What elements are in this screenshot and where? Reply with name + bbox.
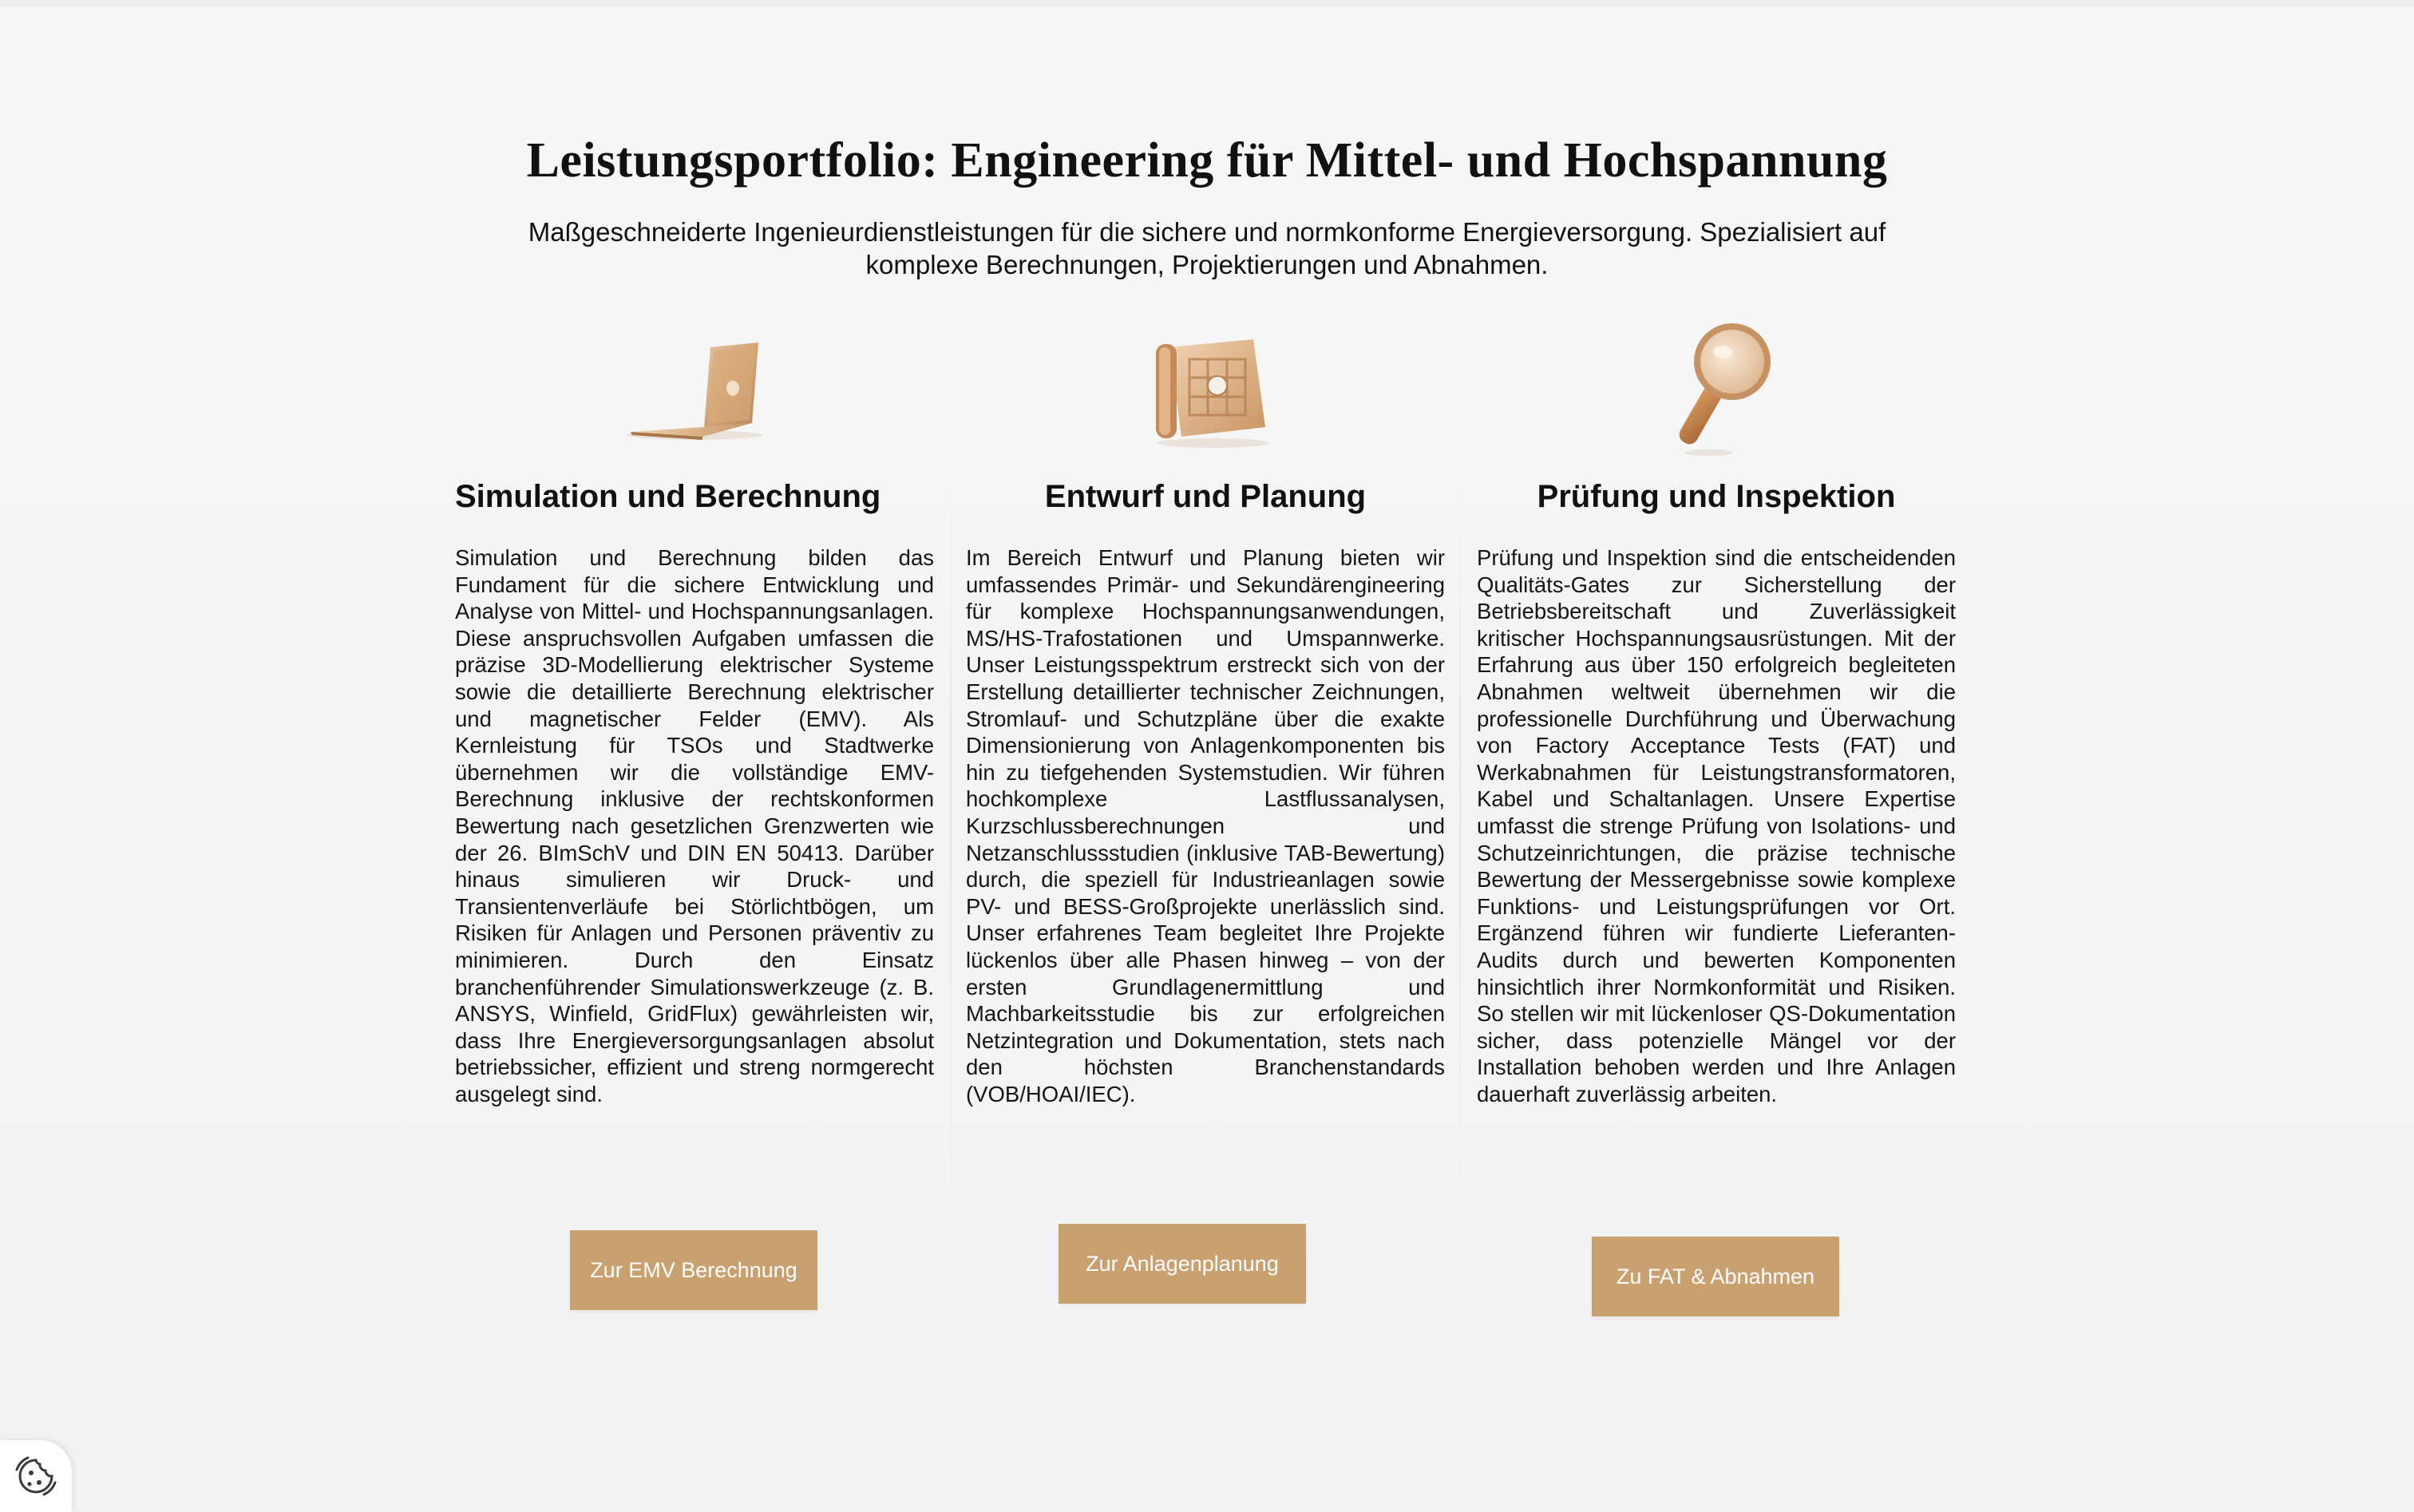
section-text: Prüfung und Inspektion sind die entscheidenden Qualitäts-Gates zur Sicherstellung der Betriebsbereitschaft und Zuverlässigkeit kritischer Hochspannungsausrüstungen. Mit der Erfahrung aus über 150 erfolgreich begleiteten Abnahmen weltweit übernehmen wir die professionelle Durchführung und Überwachung von Factory Acceptance Tests (FAT) und Werkabnahmen für Leistungstransformatoren, Kabel und Schaltanlagen. Unsere Expertise umfasst die strenge Prüfung von Isolations- und Schutzeinrichtungen, die präzise technische Bewertung der Messergebnisse sowie komplexe Funktions- und Leistungsprüfungen vor Ort. Ergänzend führen wir fundierte Lieferanten-Audits durch und bewerten Komponenten hinsichtlich ihrer Normkonformität und Risiken. So stellen wir mit lückenloser QS-Dokumentation sicher, dass potenzielle Mängel vor der Installation behoben werden und Ihre Anlagen dauerhaft zuverlässig arbeiten. <box>1477 545 1956 1106</box>
blueprint-map-icon <box>1134 315 1293 459</box>
cookie-settings-button[interactable] <box>0 1440 72 1512</box>
anlagenplanung-button[interactable]: Zur Anlagenplanung <box>1059 1224 1306 1304</box>
page-title: Leistungsportfolio: Engineering für Mittel- und Hochspannung <box>526 133 1888 188</box>
service-card-inspection <box>1477 315 1956 1321</box>
cookie-settings-icon <box>10 1451 61 1502</box>
service-card-planning <box>966 315 1445 1321</box>
section-title: Simulation und Berechnung <box>455 479 881 514</box>
fat-abnahmen-button[interactable]: Zu FAT & Abnahmen <box>1592 1237 1839 1316</box>
section-title: Prüfung und Inspektion <box>1537 479 1896 514</box>
section-text: Simulation und Berechnung bilden das Fundament für die sichere Entwicklung und Analyse von Mittel- und Hochspannungsanlagen. Diese anspruchsvollen Aufgaben umfassen die präzise 3D-Modellierung elektrischer Systeme sowie die detaillierte Berechnung elektrischer und magnetischer Felder (EMV). Als Kernleistung für TSOs und Stadtwerke übernehmen wir die vollständige EMV-Berechnung inklusive der rechtskonformen Bewertung nach gesetzlichen Grenzwerten wie der 26. BImSchV und DIN EN 50413. Darüber hinaus simulieren wir Druck- und Transientenverläufe bei Störlichtbögen, um Risiken für Anlagen und Personen präventiv zu minimieren. Durch den Einsatz branchenführender Simulationswerkzeuge (z. B. ANSYS, Winfield, GridFlux) gewährleisten wir, dass Ihre Energieversorgungsanlagen absolut betriebssicher, effizient und streng normgerecht ausgelegt sind. <box>455 545 934 1106</box>
service-card-simulation <box>455 315 934 1321</box>
section-text: Im Bereich Entwurf und Planung bieten wir umfassendes Primär- und Sekundärengineering für komplexe Hochspannungsanwendungen, MS/HS-Trafostationen und Umspannwerke. Unser Leistungsspektrum erstreckt sich von der Erstellung detaillierter technischer Zeichnungen, Stromlauf- und Schutzpläne über die exakte Dimensionierung von Anlagenkomponenten bis hin zu tiefgehenden Systemstudien. Wir führen hochkomplexe Lastflussanalysen, Kurzschlussberechnungen und Netzanschlussstudien (inklusive TAB-Bewertung) durch, die speziell für Industrieanlagen sowie PV- und BESS-Großprojekte unerlässlich sind. Unser erfahrenes Team begleitet Ihre Projekte lückenlos über alle Phasen hinweg – von der ersten Grundlagenermittlung und Machbarkeitsstudie bis zur erfolgreichen Netzintegration und Dokumentation, stets nach den höchsten Branchenstandards (VOB/HOAI/IEC). <box>966 545 1445 1106</box>
laptop-icon <box>615 315 774 459</box>
page-subtitle: Maßgeschneiderte Ingenieurdienstleistungen für die sichere und normkonforme Energieversorgung. Spezialisiert auf komplexe Berechnungen, Projektierungen und Abnahmen. <box>528 217 1886 279</box>
column-divider <box>950 479 952 1229</box>
top-strip <box>0 0 2414 6</box>
section-title: Entwurf und Planung <box>1044 479 1367 514</box>
column-divider <box>1459 479 1461 1229</box>
emv-berechnung-button[interactable]: Zur EMV Berechnung <box>570 1230 817 1310</box>
magnifier-icon <box>1636 315 1796 459</box>
